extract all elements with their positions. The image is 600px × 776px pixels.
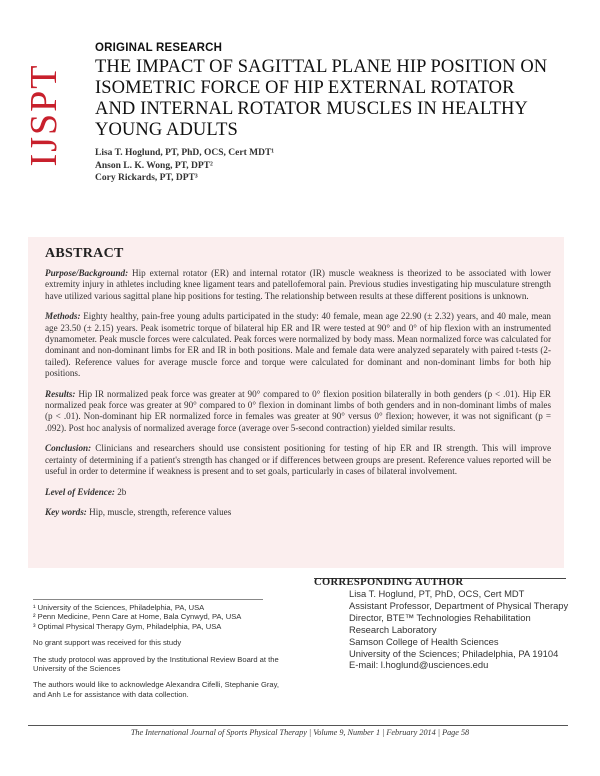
author-1: Lisa T. Hoglund, PT, PhD, OCS, Cert MDT¹ (95, 148, 275, 158)
footer-divider (28, 725, 568, 726)
journal-footer: The International Journal of Sports Physical Therapy | Volume 9, Number 1 | February 2014 | Page 58 (130, 728, 470, 737)
article-title: THE IMPACT OF SAGITTAL PLANE HIP POSITION ON ISOMETRIC FORCE OF HIP EXTERNAL ROTATOR AND INTERNAL ROTATOR MUSCLES IN HEALTHY YOUNG ADULTS (95, 57, 548, 140)
journal-logo (22, 40, 66, 190)
corresponding-email: E-mail: l.hoglund@usciences.edu (349, 659, 489, 671)
corresponding-details (349, 588, 571, 671)
corresponding-line: University of the Sciences; Philadelphia, PA 19104 (349, 647, 559, 659)
results-text: Hip IR normalized peak force was greater at 90° compared to 0° flexion position bilaterally in both genders (p < .01). Hip ER normalized peak force was greater at 90° compared to 0° flexion in dominant limbs of both genders and in non-dominant limbs of males (p < .01). Non-dominant hip ER normalized force in females was greater at 90° versus 0° flexion; however, it was not significant (p = .092). Post hoc analysis of normalized average force (average over 5-second contraction) yielded similar results. (45, 388, 551, 433)
grant-support-note: No grant support was received for this study (33, 638, 182, 648)
author-3: Cory Rickards, PT, DPT³ (95, 173, 198, 183)
abstract-background (45, 268, 551, 302)
author-list (95, 147, 274, 185)
affiliation-1: ¹ University of the Sciences, Philadelphia, PA, USA (33, 603, 205, 612)
background-text: Hip external rotator (ER) and internal rotator (IR) muscle weakness is theorized to be associated with lower extremity injury in athletes including knee ligament tears and patellofemoral pain. Previous studies investigating hip musculature strength have utilized various sagittal plane hip positions for testing. The relationship between results at these different positions is unknown. (45, 268, 551, 301)
affiliation-2: ² Penn Medicine, Penn Care at Home, Bala Cynwyd, PA, USA (33, 612, 242, 622)
acknowledgement-note: The authors would like to acknowledge Alexandra Cifelli, Stephanie Gray, and Anh Le for assistance with data collection. (33, 680, 279, 699)
footnote-divider (33, 599, 263, 600)
footnotes (33, 603, 293, 699)
methods-label: Methods: (45, 311, 81, 322)
background-label: Purpose/Background: (45, 268, 129, 278)
level-label: Level of Evidence: (45, 486, 115, 497)
abstract-conclusion (45, 443, 551, 477)
abstract-results (45, 389, 551, 435)
abstract-methods (45, 311, 551, 379)
level-text: 2b (117, 486, 127, 497)
abstract-level (45, 487, 551, 498)
corresponding-heading: CORRESPONDING AUTHOR (314, 577, 464, 588)
irb-approval-note: The study protocol was approved by the Institutional Review Board at the University of the Sciences (33, 654, 279, 674)
conclusion-text: Clinicians and researchers should use consistent positioning for testing of hip ER and IR strength. This will improve certainty of determining if a patient's strength has changed or if differences between groups are present. Reference values reported will be useful in order to determine if weakness is present and to set goals, particularly in cases of bilateral involvement. (45, 443, 552, 477)
corresponding-line: Director, BTE™ Technologies Rehabilitation Research Laboratory (349, 611, 531, 635)
methods-text: Eighty healthy, pain-free young adults participated in the study: 40 female, mean age 22.90 (± 2.32) years, and 40 male, mean age 23.50 (± 2.15) years. Peak isometric torque of bilateral hip ER and IR were tested at 90° and 0° of hip flexion with an instrumented dynamometer. Peak muscle forces were calculated. Peak forces were normalized by body mass. Mean normalized force was calculated for dominant and non-dominant limbs for ER and IR in both positions. Male and female data were analyzed separately with paired t-tests (2-tailed). Reference values for average muscle force and torque were calculated for dominant and non-dominant limbs for both hip positions. (45, 311, 551, 379)
corresponding-line: Samson College of Health Sciences (349, 635, 499, 647)
author-2: Anson L. K. Wong, PT, DPT² (95, 160, 213, 171)
section-label: ORIGINAL RESEARCH (95, 42, 223, 54)
affiliation-3: ³ Optimal Physical Therapy Gym, Philadelphia, PA, USA (33, 621, 222, 631)
results-label: Results: (45, 388, 76, 399)
abstract-heading: ABSTRACT (45, 246, 124, 261)
journal-logo-text: IJSPT (23, 63, 65, 167)
corresponding-line: Assistant Professor, Department of Physical Therapy (349, 599, 569, 611)
keywords-text: Hip, muscle, strength, reference values (89, 506, 232, 517)
corresponding-line: Lisa T. Hoglund, PT, PhD, OCS, Cert MDT (349, 588, 525, 599)
keywords-label: Key words: (45, 506, 87, 517)
abstract-body (45, 268, 551, 527)
abstract-keywords (45, 507, 551, 518)
affiliations (33, 603, 293, 631)
conclusion-label: Conclusion: (45, 443, 92, 454)
